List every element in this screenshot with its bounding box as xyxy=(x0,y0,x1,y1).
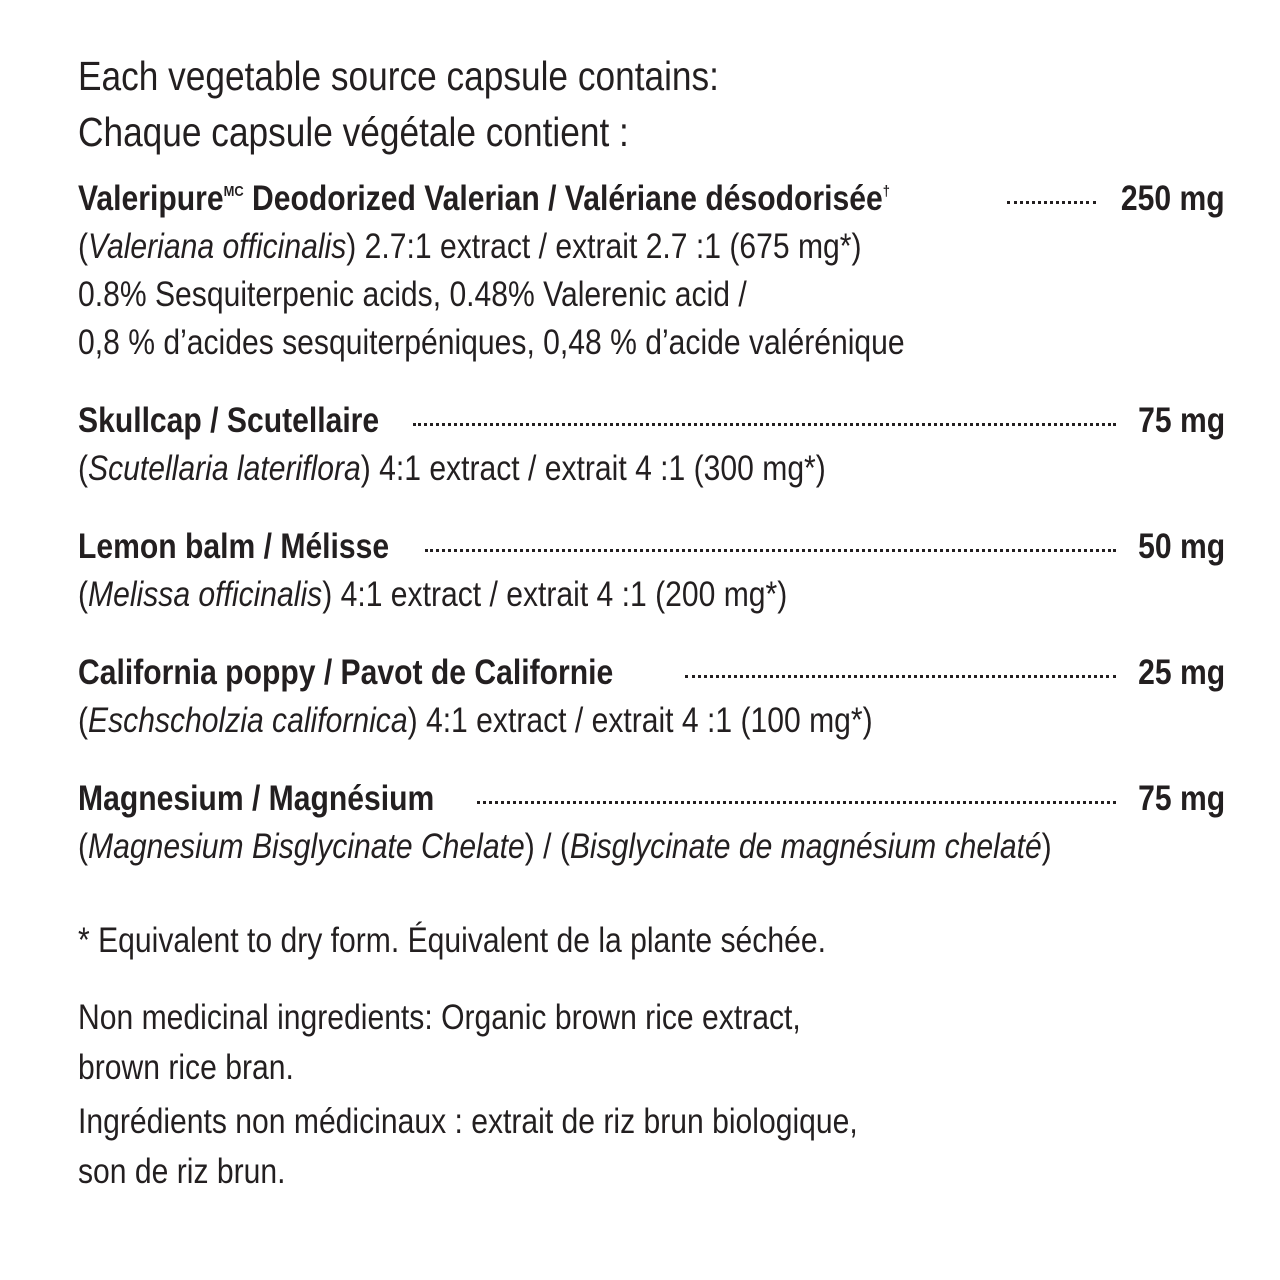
non-medicinal-french-line1: Ingrédients non médicinaux : extrait de riz brun biologique, xyxy=(78,1102,858,1141)
ingredient-extract: (Melissa officinalis) 4:1 extract / extrait 4 :1 (200 mg*) xyxy=(78,575,788,614)
non-medicinal-ingredients xyxy=(78,993,1225,1197)
ingredient-california-poppy xyxy=(78,649,1225,745)
ingredient-valerian xyxy=(78,168,1225,367)
non-medicinal-french-line2: son de riz brun. xyxy=(78,1152,286,1191)
dagger-mark: † xyxy=(882,183,890,200)
dry-form-footnote: * Equivalent to dry form. Équivalent de la plante séchée. xyxy=(78,921,826,960)
ingredient-extract: (Eschscholzia californica) 4:1 extract / extrait 4 :1 (100 mg*) xyxy=(78,701,873,740)
latin-name: Scutellaria lateriflora xyxy=(88,449,361,488)
dot-leader xyxy=(425,549,1116,552)
ingredient-amount: 250 mg xyxy=(1121,179,1225,218)
label-header xyxy=(78,48,1225,160)
latin-name: Melissa officinalis xyxy=(88,575,323,614)
ingredient-amount: 25 mg xyxy=(1138,653,1225,692)
ingredient-name: Lemon balm / Mélisse xyxy=(78,527,390,566)
trademark-mark: MC xyxy=(223,183,244,200)
ingredient-name: Magnesium / Magnésium xyxy=(78,779,435,818)
non-medicinal-english-line1: Non medicinal ingredients: Organic brown rice extract, xyxy=(78,998,801,1037)
ingredient-extract: (Valeriana officinalis) 2.7:1 extract / extrait 2.7 :1 (675 mg*) xyxy=(78,227,862,266)
form-french: Bisglycinate de magnésium chelaté xyxy=(569,827,1042,866)
ingredient-note-french: 0,8 % d’acides sesquiterpéniques, 0,48 % d’acide valérénique xyxy=(78,323,905,362)
dot-leader xyxy=(477,801,1116,804)
ingredient-name: California poppy / Pavot de Californie xyxy=(78,653,614,692)
ingredient-amount: 50 mg xyxy=(1138,527,1225,566)
non-medicinal-english-line2: brown rice bran. xyxy=(78,1048,294,1087)
ingredient-name: Skullcap / Scutellaire xyxy=(78,401,380,440)
ingredient-amount: 75 mg xyxy=(1138,779,1225,818)
ingredient-note-english: 0.8% Sesquiterpenic acids, 0.48% Valerenic acid / xyxy=(78,275,747,314)
form-english: Magnesium Bisglycinate Chelate xyxy=(88,827,525,866)
ingredient-amount: 75 mg xyxy=(1138,401,1225,440)
ingredient-lemon-balm xyxy=(78,523,1225,619)
dot-leader xyxy=(413,423,1116,426)
ingredient-extract: (Scutellaria lateriflora) 4:1 extract / extrait 4 :1 (300 mg*) xyxy=(78,449,826,488)
ingredient-skullcap xyxy=(78,397,1225,493)
latin-name: Valeriana officinalis xyxy=(88,227,347,266)
header-english: Each vegetable source capsule contains: xyxy=(78,53,719,99)
ingredient-name: Valeripure$^{MC}$ Deodorized Valerian / Valériane désodorisée† xyxy=(78,179,890,218)
ingredient-form: (Magnesium Bisglycinate Chelate) / (Bisglycinate de magnésium chelaté) xyxy=(78,827,1052,866)
latin-name: Eschscholzia californica xyxy=(88,701,408,740)
dot-leader xyxy=(1007,201,1096,204)
dot-leader xyxy=(685,675,1115,678)
header-french: Chaque capsule végétale contient : xyxy=(78,109,629,155)
ingredient-magnesium xyxy=(78,775,1225,871)
